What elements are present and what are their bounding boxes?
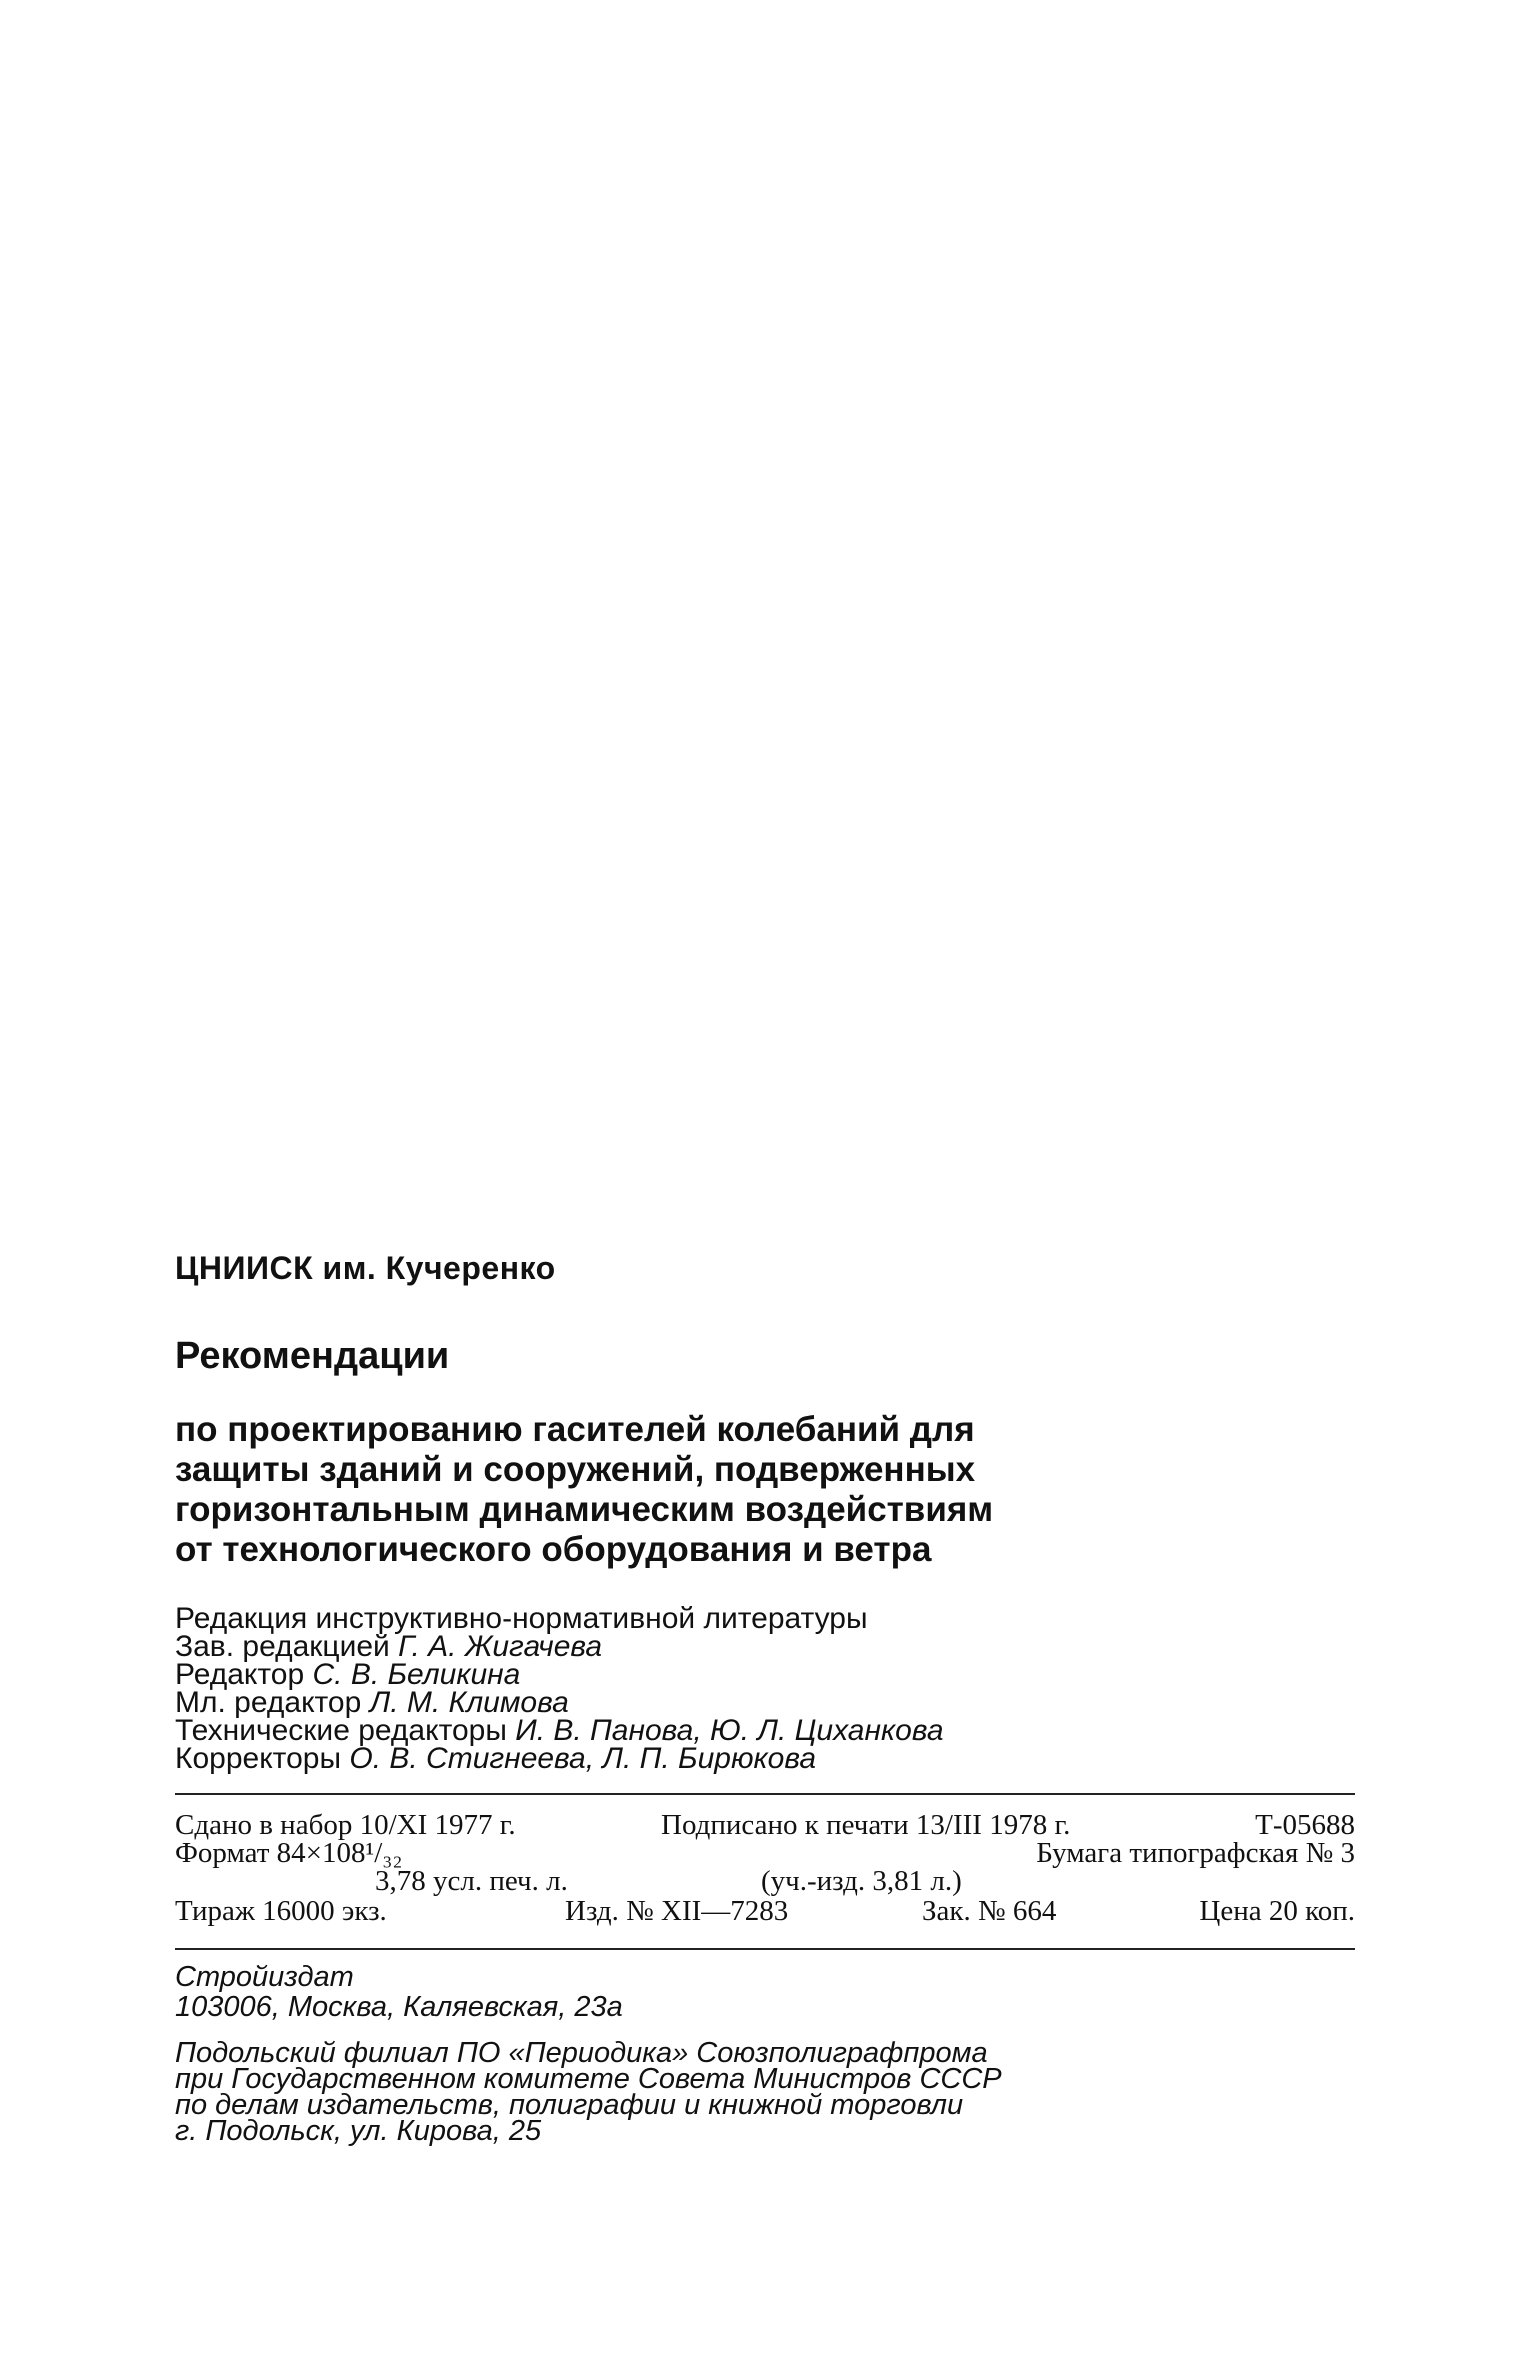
junior-editor-label: Мл. редактор	[175, 1686, 362, 1719]
head-editor-line	[175, 1630, 1355, 1663]
edition-office: Редакция инструктивно-нормативной литературы	[175, 1602, 868, 1635]
order-number: Зак. № 664	[922, 1895, 1057, 1927]
document-type: Рекомендации	[175, 1335, 450, 1377]
printer-line: по делам издательств, полиграфии и книжной торговли	[175, 2089, 964, 2121]
editor-label: Редактор	[175, 1658, 305, 1691]
institution-name: ЦНИИСК им. Кучеренко	[175, 1250, 556, 1286]
proofreaders-line	[175, 1742, 1355, 1775]
typeset-date: Сдано в набор 10/XI 1977 г.	[175, 1809, 516, 1841]
paper-format: Формат 84×108¹/₃₂	[175, 1837, 403, 1869]
title-line: горизонтальным динамическим воздействиям	[175, 1490, 994, 1529]
junior-editor-name: Л. М. Климова	[369, 1686, 569, 1719]
edition-number: Изд. № XII—7283	[565, 1895, 789, 1927]
publisher-name: Стройиздат	[175, 1961, 354, 1993]
tech-editors-names: И. В. Панова, Ю. Л. Циханкова	[515, 1714, 944, 1747]
document-title	[175, 1410, 1355, 1570]
head-editor-name: Г. А. Жигачева	[398, 1630, 603, 1663]
editorial-credits	[175, 1602, 1355, 1775]
junior-editor-line	[175, 1686, 1355, 1719]
print-code: Т-05688	[1255, 1809, 1355, 1841]
tech-editors-line	[175, 1714, 1355, 1747]
proofreaders-label: Корректоры	[175, 1742, 342, 1775]
tech-editors-label: Технические редакторы	[175, 1714, 507, 1747]
printer-block	[175, 2037, 1355, 2147]
title-line: защиты зданий и сооружений, подверженных	[175, 1450, 976, 1489]
proofreaders-names: О. В. Стигнеева, Л. П. Бирюкова	[349, 1742, 817, 1775]
head-editor-label: Зав. редакцией	[175, 1630, 390, 1663]
paper-type: Бумага типографская № 3	[1036, 1837, 1355, 1869]
price: Цена 20 коп.	[1199, 1895, 1355, 1927]
signed-date: Подписано к печати 13/III 1978 г.	[661, 1809, 1071, 1841]
publisher-block	[175, 1962, 1355, 2022]
edit-sheets: (уч.-изд. 3,81 л.)	[761, 1865, 962, 1897]
circulation: Тираж 16000 экз.	[175, 1895, 387, 1927]
print-sheets: 3,78 усл. печ. л.	[375, 1865, 568, 1897]
divider-top	[175, 1793, 1355, 1795]
title-line: по проектированию гасителей колебаний для	[175, 1410, 975, 1449]
printer-line: г. Подольск, ул. Кирова, 25	[175, 2115, 542, 2147]
printer-line: при Государственном комитете Совета Министров СССР	[175, 2063, 1002, 2095]
editor-name: С. В. Беликина	[312, 1658, 521, 1691]
divider-bottom	[175, 1948, 1355, 1950]
title-line: от технологического оборудования и ветра	[175, 1530, 932, 1569]
printer-line: Подольский филиал ПО «Периодика» Союзполиграфпрома	[175, 2037, 988, 2069]
editor-line	[175, 1658, 1355, 1691]
publisher-address: 103006, Москва, Каляевская, 23а	[175, 1991, 623, 2023]
